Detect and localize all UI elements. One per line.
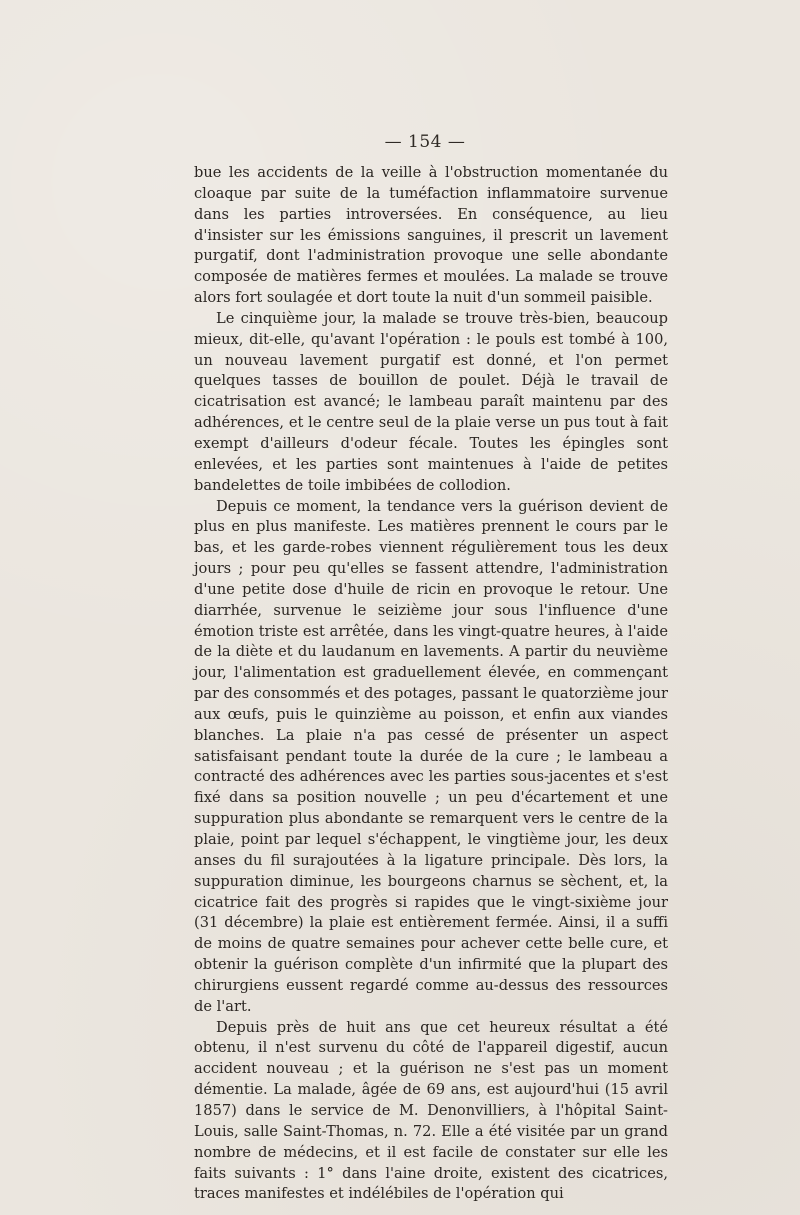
paragraph-2: Le cinquième jour, la malade se trouve très-bien, beaucoup mieux, dit-elle, qu'avant l'opération : le pouls est tombé à 100, un nouveau lavement purgatif est donné, et l'on permet quelques tasses de bouillon de poulet. Déjà le travail de cicatrisation est avancé; le lambeau paraît maintenu par des adhérences, et le centre seul de la plaie verse un pus tout à fait exempt d'ailleurs d'odeur fécale. Toutes les épingles sont enlevées, et les parties sont maintenues à l'aide de petites bandelettes de toile imbibées de collodion. [194, 309, 668, 494]
paragraph-1: bue les accidents de la veille à l'obstruction momentanée du cloaque par suite de la tuméfaction inflammatoire survenue dans les parties introversées. En conséquence, au lieu d'insister sur les émissions sanguines, il prescrit un lavement purgatif, dont l'administration provoque une selle abondante composée de matières fermes et moulées. La malade se trouve alors fort soulagée et dort toute la nuit d'un sommeil paisible. [194, 164, 668, 307]
body-text [194, 163, 668, 1205]
paragraph-3: Depuis ce moment, la tendance vers la guérison devient de plus en plus manifeste. Les matières prennent le cours par le bas, et les garde-robes viennent régulièrement tous les deux jours ; pour peu qu'elles se fassent attendre, l'administration d'une petite dose d'huile de ricin en provoque le retour. Une diarrhée, survenue le seizième jour sous l'influence d'une émotion triste est arrêtée, dans les vingt-quatre heures, à l'aide de la diète et du laudanum en lavements. A partir du neuvième jour, l'alimentation est graduellement élevée, en commençant par des consommés et des potages, passant le quatorzième jour aux œufs, puis le quinzième au poisson, et enfin aux viandes blanches. La plaie n'a pas cessé de présenter un aspect satisfaisant pendant toute la durée de la cure ; le lambeau a contracté des adhérences avec les parties sous-jacentes et s'est fixé dans sa position nouvelle ; un peu d'écartement et une suppuration plus abondante se remarquent vers le centre de la plaie, point par lequel s'échappent, le vingtième jour, les deux anses du fil surajoutées à la ligature principale. Dès lors, la suppuration diminue, les bourgeons charnus se sèchent, et, la cicatrice fait des progrès si rapides que le vingt-sixième jour (31 décembre) la plaie est entièrement fermée. Ainsi, il a suffi de moins de quatre semaines pour achever cette belle cure, et obtenir la guérison complète d'un infirmité que la plupart des chirurgiens eussent regardé comme au-dessus des ressources de l'art. [194, 497, 668, 1015]
page-number: — 154 — [384, 132, 466, 152]
paragraph-4: Depuis près de huit ans que cet heureux résultat a été obtenu, il n'est survenu du côté de l'appareil digestif, aucun accident nouveau ; et la guérison ne s'est pas un moment démentie. La malade, âgée de 69 ans, est aujourd'hui (15 avril 1857) dans le service de M. Denonvilliers, à l'hôpital Saint-Louis, salle Saint-Thomas, n. 72. Elle a été visitée par un grand nombre de médecins, et il est facile de constater sur elle les faits suivants : 1° dans l'aine droite, existent des cicatrices, traces manifestes et indélébiles de l'opération qui [194, 1018, 668, 1203]
